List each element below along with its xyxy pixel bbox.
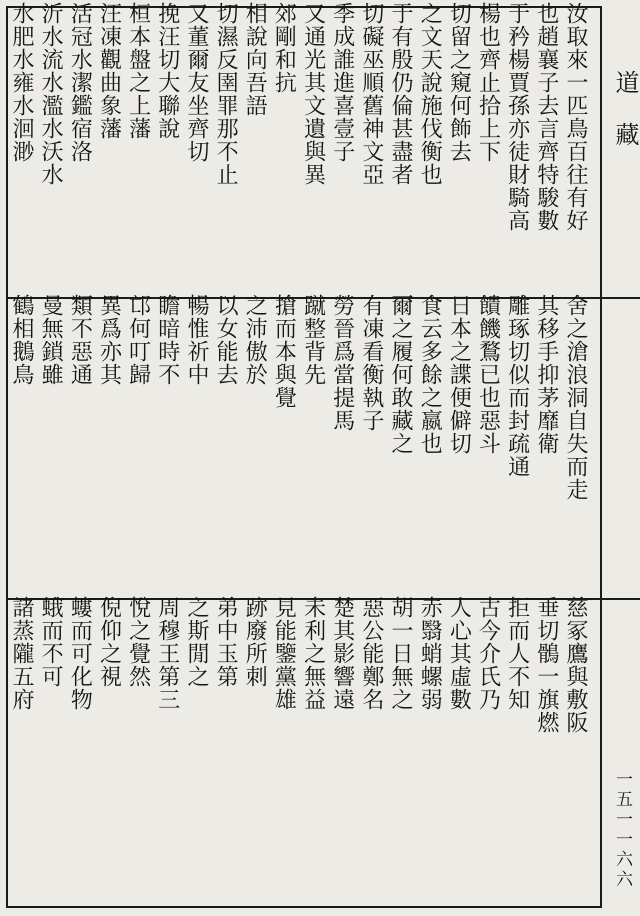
text-column: 有凍看衡執子 bbox=[358, 294, 384, 432]
text-column: 于矜楊賈孫亦徒財騎高 bbox=[504, 2, 530, 232]
text-column: 日本之諜便僻切 bbox=[446, 294, 472, 455]
text-column: 又通光其文遺與異 bbox=[300, 2, 326, 186]
text-column: 諸蒸隴五府 bbox=[9, 596, 34, 711]
text-column: 跡廢所刺 bbox=[242, 596, 268, 688]
collection-title: 道藏 bbox=[611, 70, 639, 174]
text-column: 舍之滄浪洞自失而走 bbox=[562, 294, 588, 501]
text-column: 赤翳蛸螺弱 bbox=[417, 596, 443, 711]
text-column: 又董爾友坐齊切 bbox=[183, 2, 209, 163]
text-panel-bottom bbox=[4, 596, 592, 898]
text-column: 悅之覺然 bbox=[125, 596, 151, 688]
text-column: 邙何叮歸 bbox=[125, 294, 151, 386]
text-column: 見能鑒黨雄 bbox=[271, 596, 297, 711]
text-column: 爾之履何敢藏之 bbox=[388, 294, 414, 455]
text-column: 螻而可化物 bbox=[67, 596, 93, 711]
text-column: 之沛傲於 bbox=[242, 294, 268, 386]
text-column: 挽汪切大聯說 bbox=[154, 2, 180, 140]
text-column: 曼無鎖雖 bbox=[38, 294, 64, 386]
text-column: 人心其虛數 bbox=[446, 596, 472, 711]
text-column: 郊剛和抗 bbox=[271, 2, 297, 94]
text-column: 勞晉爲當提馬 bbox=[329, 294, 355, 432]
text-column: 類不惡通 bbox=[67, 294, 93, 386]
text-column: 垂切鶻一旗燃 bbox=[533, 596, 559, 734]
text-column: 饋饑鶩已也惡斗 bbox=[475, 294, 501, 455]
text-panel-top bbox=[4, 2, 592, 294]
text-column: 暢惟祈中 bbox=[183, 294, 209, 386]
text-column: 異爲亦其 bbox=[96, 294, 122, 386]
text-column: 之斯閒之 bbox=[183, 596, 209, 688]
text-column: 弟中玉第 bbox=[213, 596, 239, 688]
text-column: 蛾而不可 bbox=[38, 596, 64, 688]
text-column: 楊也齊止拾上下 bbox=[475, 2, 501, 163]
text-column: 慈冢鷹與敷阪 bbox=[562, 596, 588, 734]
text-column: 汝取來一匹鳥百往有好 bbox=[562, 2, 588, 232]
text-column: 雕琢切似而封疏通 bbox=[504, 294, 530, 478]
text-column: 切礙巫順舊神文亞 bbox=[358, 2, 384, 186]
text-column: 之文天說施伐衡也 bbox=[417, 2, 443, 186]
text-column: 倪仰之視 bbox=[96, 596, 122, 688]
text-column: 古今介氏乃 bbox=[475, 596, 501, 711]
text-column: 相說向吾語 bbox=[242, 2, 268, 117]
text-column: 于有殷仍倫甚盡者 bbox=[388, 2, 414, 186]
text-column: 活冠水潔鑑宿洛 bbox=[67, 2, 93, 163]
text-panel-middle bbox=[4, 294, 592, 594]
text-column: 切濕反圉罪那不止 bbox=[213, 2, 239, 186]
page-number: 一五一一六六 bbox=[612, 770, 632, 890]
text-column: 胡一日無之 bbox=[388, 596, 414, 711]
text-column: 也趙襄子去言齊特駿數 bbox=[533, 2, 559, 232]
text-column: 惡公能鄭名 bbox=[358, 596, 384, 711]
text-column: 瞻暗時不 bbox=[154, 294, 180, 386]
text-column: 桓本盤之上藩 bbox=[125, 2, 151, 140]
text-column: 水肥水雍水洄渺 bbox=[9, 2, 34, 163]
text-column: 以女能去 bbox=[213, 294, 239, 386]
text-column: 其移手抑茅靡衛 bbox=[533, 294, 559, 455]
text-column: 鶴相鵝鳥 bbox=[9, 294, 34, 386]
text-column: 切留之窺何飾去 bbox=[446, 2, 472, 163]
text-column: 未利之無益 bbox=[300, 596, 326, 711]
text-column: 食云多餘之嬴也 bbox=[417, 294, 443, 455]
text-column: 蹴整背先 bbox=[300, 294, 326, 386]
text-column: 楚其影響遠 bbox=[329, 596, 355, 711]
text-column: 汪凍觀曲象藩 bbox=[96, 2, 122, 140]
text-column: 季成誰進喜壹子 bbox=[329, 2, 355, 163]
text-column: 周穆王第三 bbox=[154, 596, 180, 711]
text-column: 搶而本與覺 bbox=[271, 294, 297, 409]
text-column: 沂水流水濫水沃水 bbox=[38, 2, 64, 186]
text-column: 拒而人不知 bbox=[504, 596, 530, 711]
